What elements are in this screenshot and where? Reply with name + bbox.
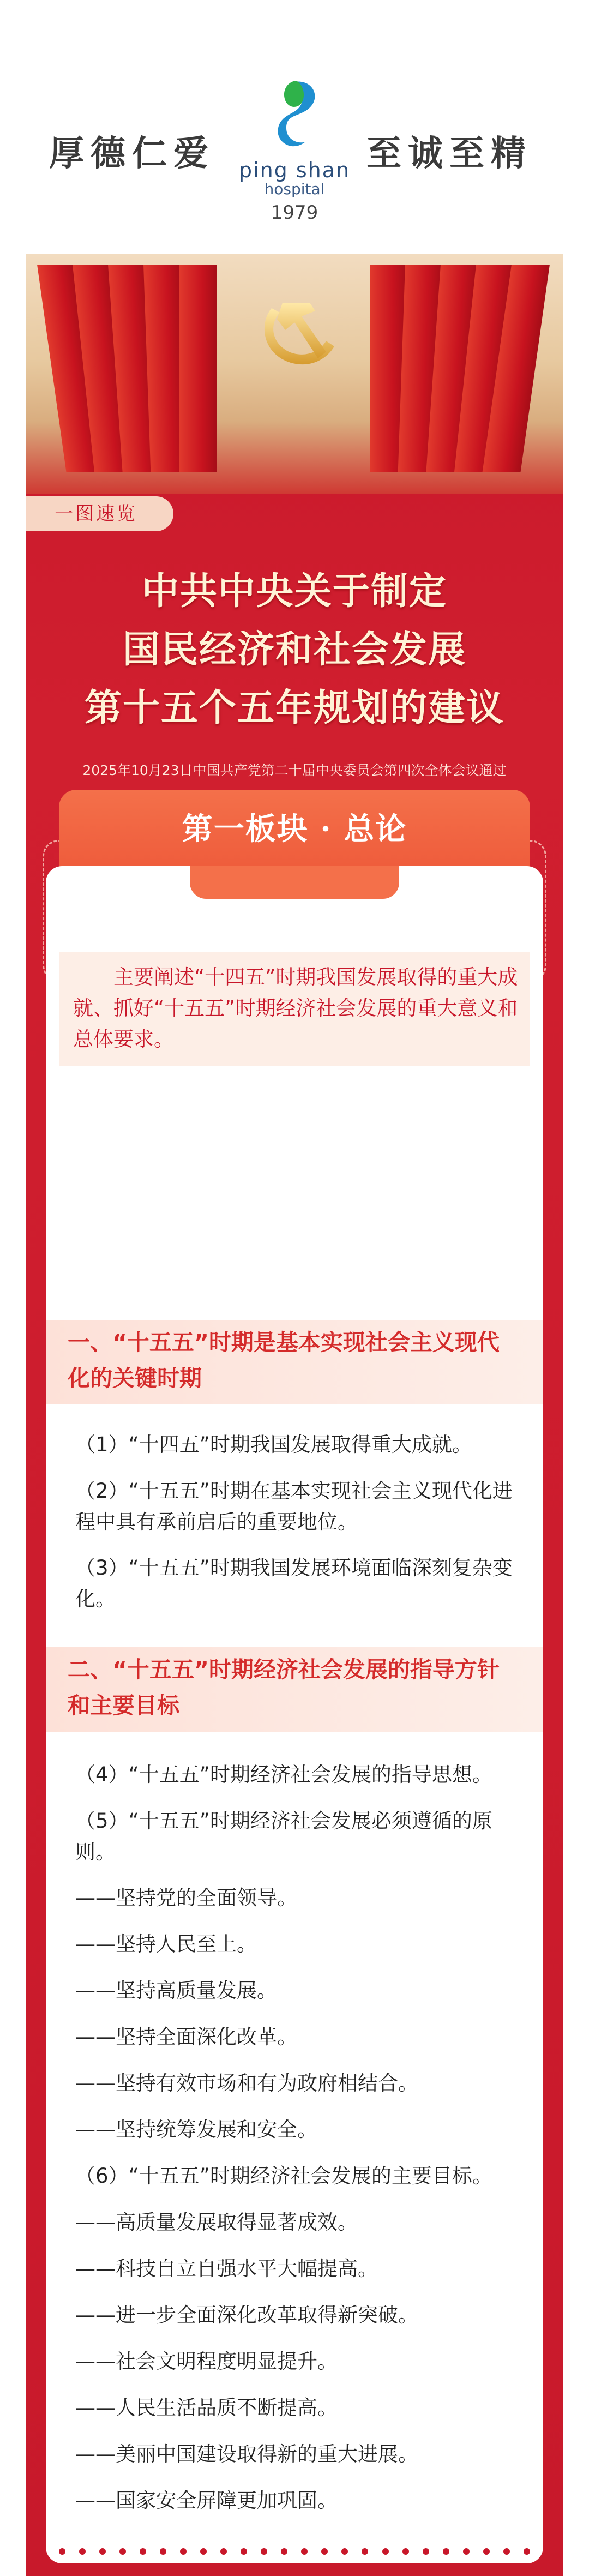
section-header [59,790,530,877]
list-item: ——美丽中国建设取得新的重大进展。 [75,2442,418,2466]
section-title: 第一板块 · 总论 [182,811,407,847]
title-line-1: 中共中央关于制定 [141,569,447,613]
list-item: ——科技自立自强水平大幅提高。 [75,2257,378,2280]
list-item: ——坚持全面深化改革。 [75,2025,297,2049]
list-item: （2）“十五五”时期在基本实现社会主义现代化进程中具有承前启后的重要地位。 [75,1479,513,1534]
list-item: ——国家安全屏障更加巩固。 [75,2489,338,2512]
list-item: ——人民生活品质不断提高。 [75,2396,338,2419]
section-summary [59,952,530,1066]
list-item: ——坚持统筹发展和安全。 [75,2118,317,2141]
list-item: ——坚持人民至上。 [75,1932,257,1956]
list-item: （5）“十五五”时期经济社会发展必须遵循的原则。 [75,1809,492,1864]
list-item: ——进一步全面深化改革取得新突破。 [75,2303,418,2327]
tag-overview: 一图速览 [26,496,173,531]
summary-text: 主要阐述“十四五”时期我国发展取得的重大成就、抓好“十五五”时期经济社会发展的重大意义和总体要求。 [73,965,518,1051]
list-item: ——坚持高质量发展。 [75,1979,277,2002]
section-panel [26,0,563,2576]
list-item: ——坚持有效市场和有为政府相结合。 [75,2071,418,2095]
logo-subtitle: hospital [264,180,325,198]
subtitle: 2025年10月23日中国共产党第二十届中央委员会第四次全体会议通过 [82,762,507,778]
list-item: （4）“十五五”时期经济社会发展的指导思想。 [75,1763,492,1786]
slogan-right: 至诚至精 [366,134,532,174]
list-item: ——社会文明程度明显提升。 [75,2350,338,2373]
list-item: ——坚持党的全面领导。 [75,1886,297,1910]
list-item: （1）“十四五”时期我国发展取得重大成就。 [75,1433,472,1456]
logo-name: ping shan [238,158,351,182]
list-item: （3）“十五五”时期我国发展环境面临深刻复杂变化。 [75,1556,513,1611]
list-item: ——高质量发展取得显著成效。 [75,2211,358,2234]
section-tab [190,866,399,899]
heading-2: 二、“十五五”时期经济社会发展的指导方针和主要目标 [46,1647,543,1732]
title-line-2: 国民经济和社会发展 [122,628,466,671]
title-line-3: 第十五个五年规划的建议 [84,686,504,730]
list-item: （6）“十五五”时期经济社会发展的主要目标。 [75,2164,492,2188]
dot-divider [59,2546,530,2557]
slogan-left: 厚德仁爱 [49,134,215,174]
heading-1: 一、“十五五”时期是基本实现社会主义现代化的关键时期 [46,1320,543,1404]
logo-year: 1979 [271,202,318,224]
